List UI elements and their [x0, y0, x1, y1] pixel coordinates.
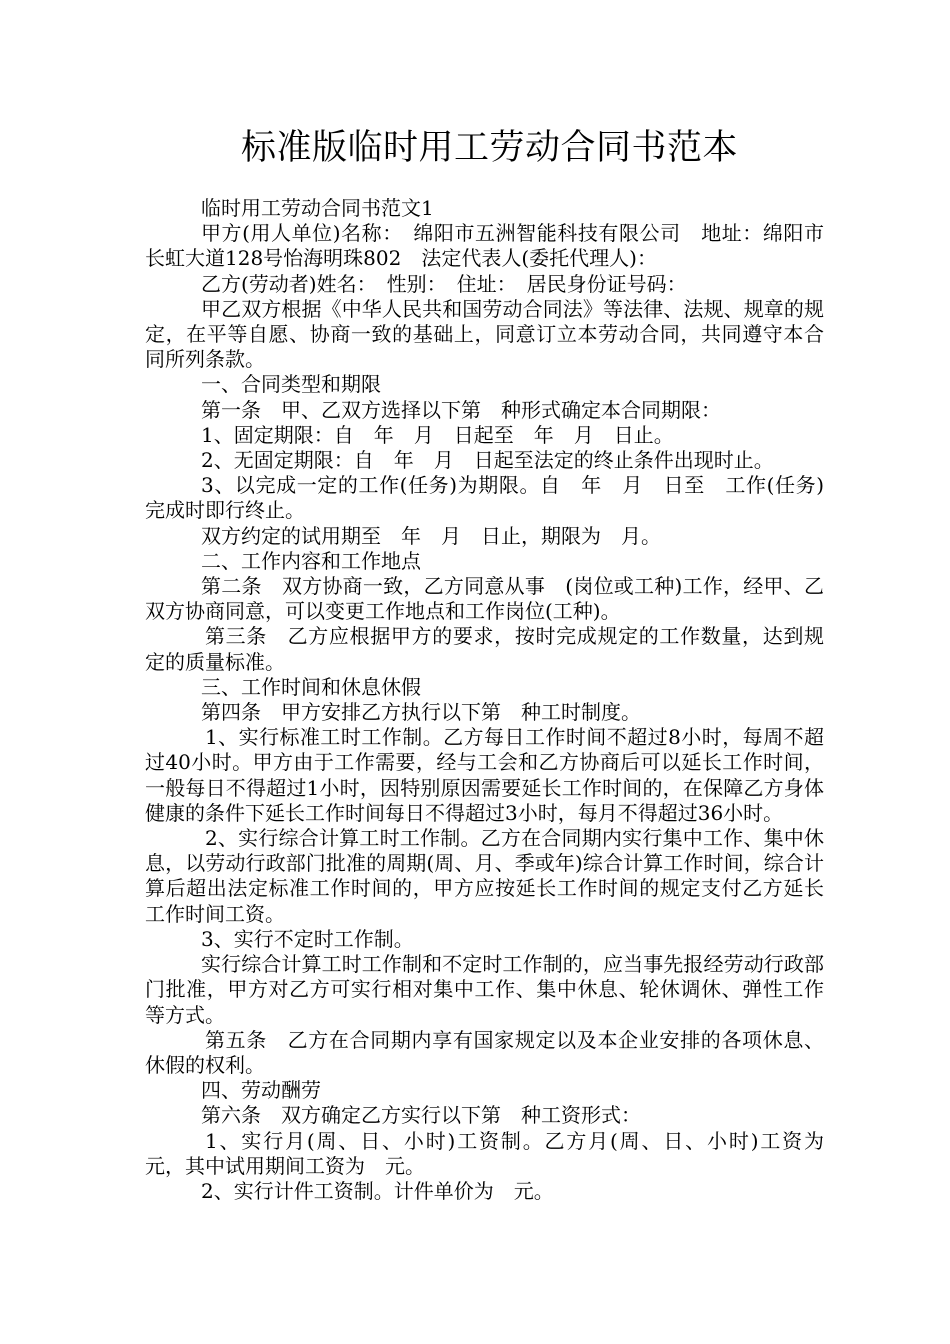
paragraph: 3、实行不定时工作制。 — [201, 926, 414, 951]
paragraph: 甲乙双方根据《中华人民共和国劳动合同法》等法律、法规、规章的规定，在平等自愿、协商一致的基础上，同意订立本劳动合同，共同遵守本合同所列条款。 — [145, 296, 824, 372]
section-heading: 二、工作内容和工作地点 — [201, 548, 421, 573]
paragraph: 1、固定期限：自 年 月 日起至 年 月 日止。 — [201, 422, 674, 447]
document-body — [145, 196, 844, 1204]
paragraph: 1、实行标准工时工作制。乙方每日工作时间不超过8小时，每周不超过40小时。甲方由于工作需要，经与工会和乙方协商后可以延长工作时间，一般每日不得超过1小时，因特别原因需要延长工作时间的，在保障乙方身体健康的条件下延长工作时间每日不得超过3小时，每月不得超过36小时。 — [145, 725, 824, 825]
paragraph: 第五条 乙方在合同期内享有国家规定以及本企业安排的各项休息、休假的权利。 — [145, 1027, 824, 1077]
paragraph: 双方约定的试用期至 年 月 日止，期限为 月。 — [201, 523, 661, 548]
paragraph: 实行综合计算工时工作制和不定时工作制的，应当事先报经劳动行政部门批准，甲方对乙方可实行相对集中工作、集中休息、轮休调休、弹性工作等方式。 — [145, 952, 824, 1027]
paragraph: 第六条 双方确定乙方实行以下第 种工资形式： — [201, 1103, 641, 1128]
paragraph: 2、实行计件工资制。计件单价为 元。 — [201, 1178, 554, 1203]
document-title: 标准版临时用工劳动合同书范本 — [240, 128, 738, 168]
paragraph: 第三条 乙方应根据甲方的要求，按时完成规定的工作数量，达到规定的质量标准。 — [145, 624, 824, 674]
paragraph: 第四条 甲方安排乙方执行以下第 种工时制度。 — [201, 700, 641, 725]
paragraph: 3、以完成一定的工作(任务)为期限。自 年 月 日至 工作(任务)完成时即行终止。 — [145, 473, 824, 523]
paragraph: 第二条 双方协商一致，乙方同意从事 (岗位或工种)工作，经甲、乙双方协商同意，可以变更工作地点和工作岗位(工种)。 — [145, 574, 824, 624]
paragraph: 1、实行月(周、日、小时)工资制。乙方月(周、日、小时)工资为 元，其中试用期间工资为 元。 — [145, 1128, 844, 1178]
section-heading: 三、工作时间和休息休假 — [201, 674, 421, 699]
paragraph: 甲方(用人单位)名称： 绵阳市五洲智能科技有限公司 地址：绵阳市长虹大道128号怡海明珠802 法定代表人(委托代理人)： — [145, 221, 824, 271]
paragraph: 第一条 甲、乙双方选择以下第 种形式确定本合同期限： — [201, 397, 721, 422]
paragraph: 2、无固定期限：自 年 月 日起至法定的终止条件出现时止。 — [201, 448, 774, 473]
section-heading: 四、劳动酬劳 — [201, 1078, 321, 1103]
paragraph: 乙方(劳动者)姓名： 性别： 住址： 居民身份证号码： — [201, 271, 687, 296]
section-heading: 一、合同类型和期限 — [201, 372, 381, 397]
paragraph: 临时用工劳动合同书范文1 — [201, 196, 434, 220]
paragraph: 2、实行综合计算工时工作制。乙方在合同期内实行集中工作、集中休息，以劳动行政部门批准的周期(周、月、季或年)综合计算工作时间，综合计算后超出法定标准工作时间的，甲方应按延长工作时间的规定支付乙方延长工作时间工资。 — [145, 826, 824, 926]
